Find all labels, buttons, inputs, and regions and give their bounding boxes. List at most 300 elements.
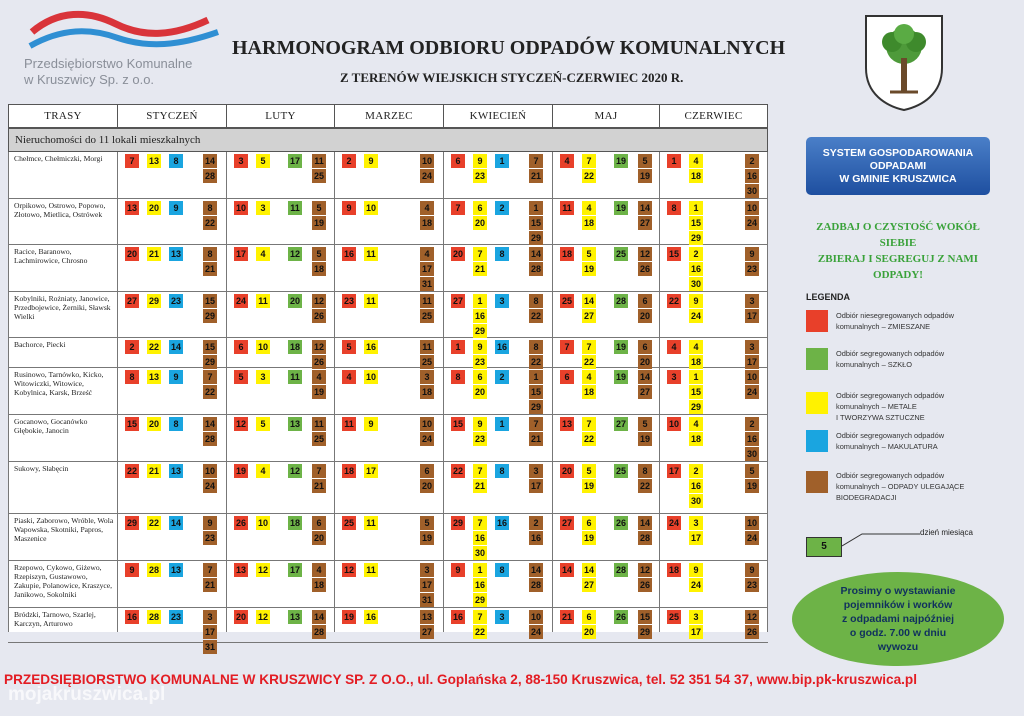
- day-box-red: 20: [561, 466, 572, 476]
- day-box-blue: 14: [170, 518, 181, 528]
- day-box-yellow: 3: [689, 610, 703, 624]
- section-label: Nieruchomości do 11 lokali mieszkalnych: [8, 128, 768, 152]
- day-box-brown: 23: [746, 264, 757, 274]
- system-info-box: [806, 137, 990, 195]
- day-box-brown: 30: [746, 449, 757, 459]
- day-box-brown: 3: [529, 464, 543, 478]
- day-box-yellow: 1: [473, 563, 487, 577]
- day-box-yellow: 6: [582, 516, 596, 530]
- day-box-yellow: 20: [148, 203, 159, 213]
- day-box-red: 20: [126, 249, 137, 259]
- day-box-green: 13: [289, 612, 300, 622]
- column-divider: [117, 152, 118, 632]
- day-box-red: 16: [126, 612, 137, 622]
- day-box-brown: 18: [313, 580, 324, 590]
- day-box-yellow: 4: [689, 340, 703, 354]
- day-box-brown: 24: [530, 627, 541, 637]
- table-row: [8, 608, 768, 652]
- day-box-brown: 7: [203, 370, 217, 384]
- day-box-yellow: 3: [689, 516, 703, 530]
- day-box-yellow: 16: [474, 580, 485, 590]
- day-box-yellow: 16: [690, 264, 701, 274]
- day-box-brown: 26: [639, 580, 650, 590]
- day-box-yellow: 18: [583, 387, 594, 397]
- day-box-brown: 20: [313, 533, 324, 543]
- day-box-yellow: 7: [473, 516, 487, 530]
- day-box-yellow: 30: [474, 548, 485, 558]
- day-box-yellow: 4: [256, 464, 270, 478]
- day-box-blue: 2: [495, 370, 509, 384]
- day-box-yellow: 4: [689, 154, 703, 168]
- day-box-green: 19: [615, 342, 626, 352]
- day-box-green: 20: [289, 296, 300, 306]
- day-box-blue: 8: [169, 417, 183, 431]
- slogan-line-3: ZBIERAJ I SEGREGUJ Z NAMI: [817, 253, 979, 265]
- day-box-yellow: 5: [582, 247, 596, 261]
- day-box-yellow: 1: [689, 370, 703, 384]
- table-row: [8, 514, 768, 561]
- day-box-brown: 7: [203, 563, 217, 577]
- day-box-yellow: 20: [474, 387, 485, 397]
- day-box-red: 3: [667, 370, 681, 384]
- day-box-yellow: 7: [582, 417, 596, 431]
- day-box-yellow: 3: [256, 201, 270, 215]
- logo-waves-icon: [18, 6, 230, 58]
- day-box-blue: 1: [495, 154, 509, 168]
- day-box-yellow: 30: [690, 279, 701, 289]
- day-box-brown: 15: [639, 612, 650, 622]
- day-box-brown: 10: [421, 156, 432, 166]
- day-box-red: 12: [235, 419, 246, 429]
- day-box-yellow: 12: [257, 612, 268, 622]
- day-box-brown: 19: [421, 533, 432, 543]
- day-box-red: 8: [667, 201, 681, 215]
- day-box-brown: 5: [638, 154, 652, 168]
- day-box-yellow: 10: [257, 342, 268, 352]
- route-name: Piaski, Zaborowo, Wróble, Wola Wapowska, Skotniki, Papros, Maszenice: [14, 516, 114, 543]
- day-box-blue: 3: [495, 294, 509, 308]
- day-box-yellow: 7: [473, 247, 487, 261]
- day-box-yellow: 19: [583, 264, 594, 274]
- day-box-brown: 8: [638, 464, 652, 478]
- day-box-red: 7: [125, 154, 139, 168]
- day-box-red: 24: [235, 296, 246, 306]
- day-box-yellow: 20: [474, 218, 485, 228]
- legend-title: LEGENDA: [806, 292, 851, 302]
- day-box-yellow: 18: [690, 171, 701, 181]
- coat-of-arms-icon: [862, 12, 946, 112]
- day-box-red: 13: [235, 565, 246, 575]
- day-box-red: 11: [560, 201, 574, 215]
- day-box-brown: 19: [313, 218, 324, 228]
- day-box-brown: 29: [639, 627, 650, 637]
- header-kwiecien: KWIECIEŃ: [443, 104, 553, 128]
- day-box-yellow: 29: [474, 326, 485, 336]
- day-box-brown: 3: [745, 294, 759, 308]
- day-box-yellow: 11: [364, 516, 378, 530]
- legend-line: komunalnych – METALE: [836, 402, 917, 411]
- day-box-yellow: 19: [583, 533, 594, 543]
- day-box-yellow: 17: [690, 627, 701, 637]
- day-box-brown: 9: [203, 516, 217, 530]
- notice-oval: [792, 572, 1004, 666]
- day-box-brown: 26: [639, 264, 650, 274]
- day-box-brown: 3: [203, 610, 217, 624]
- day-box-brown: 4: [312, 563, 326, 577]
- day-box-brown: 14: [313, 612, 324, 622]
- day-box-red: 16: [343, 249, 354, 259]
- day-box-yellow: 24: [690, 580, 701, 590]
- day-box-blue: 2: [495, 201, 509, 215]
- slogan: [800, 219, 996, 283]
- day-box-yellow: 23: [474, 171, 485, 181]
- day-box-yellow: 18: [690, 434, 701, 444]
- legend-text-brown: [836, 470, 986, 503]
- day-box-brown: 10: [421, 419, 432, 429]
- watermark: mojakruszwica.pl: [8, 684, 166, 705]
- day-box-brown: 21: [530, 434, 541, 444]
- day-box-yellow: 22: [583, 357, 594, 367]
- day-box-yellow: 15: [690, 387, 701, 397]
- day-box-brown: 31: [204, 642, 215, 652]
- system-line-1: SYSTEM GOSPODAROWANIA: [822, 146, 974, 159]
- day-box-red: 18: [668, 565, 679, 575]
- day-box-red: 22: [126, 466, 137, 476]
- day-box-brown: 25: [421, 357, 432, 367]
- route-name: Orpikowo, Ostrowo, Popowo, Złotowo, Mietlica, Ostrówek: [14, 201, 106, 219]
- day-box-yellow: 9: [473, 340, 487, 354]
- day-box-brown: 24: [746, 387, 757, 397]
- day-box-brown: 8: [529, 340, 543, 354]
- system-line-3: W GMINIE KRUSZWICA: [839, 172, 957, 185]
- legend-text-yellow: [836, 390, 986, 423]
- legend-line: I TWORZYWA SZTUCZNE: [836, 413, 925, 422]
- day-box-brown: 17: [530, 481, 541, 491]
- day-box-brown: 25: [313, 434, 324, 444]
- day-box-brown: 15: [204, 342, 215, 352]
- notice-line-4: o godz. 7.00 w dniu: [849, 627, 947, 639]
- day-box-brown: 8: [203, 247, 217, 261]
- day-box-yellow: 7: [582, 154, 596, 168]
- day-box-yellow: 5: [256, 154, 270, 168]
- day-box-red: 15: [452, 419, 463, 429]
- day-box-green: 18: [289, 518, 300, 528]
- day-box-brown: 9: [745, 247, 759, 261]
- day-box-brown: 12: [746, 612, 757, 622]
- day-box-red: 22: [668, 296, 679, 306]
- day-box-yellow: 12: [257, 565, 268, 575]
- day-box-green: 13: [289, 419, 300, 429]
- column-divider: [334, 152, 335, 632]
- company-logo: [18, 6, 230, 98]
- pointer-line-icon: [842, 532, 922, 548]
- day-box-brown: 25: [421, 311, 432, 321]
- day-box-yellow: 9: [364, 154, 378, 168]
- day-box-brown: 24: [746, 218, 757, 228]
- day-box-green: 12: [289, 249, 300, 259]
- day-box-yellow: 9: [689, 563, 703, 577]
- day-box-brown: 11: [312, 417, 326, 431]
- day-box-yellow: 29: [690, 402, 701, 412]
- slogan-line-2: SIEBIE: [879, 237, 917, 249]
- day-box-red: 20: [452, 249, 463, 259]
- day-box-brown: 6: [638, 340, 652, 354]
- day-box-yellow: 4: [256, 247, 270, 261]
- day-box-red: 25: [668, 612, 679, 622]
- day-box-brown: 28: [530, 580, 541, 590]
- day-box-brown: 22: [204, 218, 215, 228]
- day-box-brown: 3: [745, 340, 759, 354]
- logo-line-1: Przedsiębiorstwo Komunalne: [24, 56, 193, 71]
- day-box-yellow: 4: [582, 201, 596, 215]
- day-box-yellow: 4: [689, 417, 703, 431]
- day-box-blue: 1: [495, 417, 509, 431]
- day-box-yellow: 13: [148, 372, 159, 382]
- day-box-brown: 7: [312, 464, 326, 478]
- day-box-brown: 11: [312, 154, 326, 168]
- day-box-red: 9: [342, 201, 356, 215]
- day-box-red: 25: [343, 518, 354, 528]
- route-name: Kobylniki, Rożniaty, Janowice, Przedbojewice, Żerniki, Sławsk Wielki: [14, 294, 111, 321]
- legend-text-blue: [836, 430, 986, 452]
- day-box-yellow: 16: [474, 311, 485, 321]
- logo-line-2: w Kruszwicy Sp. z o.o.: [24, 72, 155, 87]
- day-box-brown: 10: [746, 518, 757, 528]
- day-box-brown: 5: [420, 516, 434, 530]
- day-box-brown: 9: [745, 563, 759, 577]
- day-box-yellow: 22: [148, 342, 159, 352]
- day-box-red: 4: [560, 154, 574, 168]
- day-box-red: 18: [343, 466, 354, 476]
- day-box-yellow: 14: [583, 565, 594, 575]
- day-box-yellow: 15: [690, 218, 701, 228]
- table-row: [8, 368, 768, 415]
- day-box-yellow: 21: [474, 481, 485, 491]
- table-row: [8, 199, 768, 245]
- day-box-red: 2: [342, 154, 356, 168]
- day-box-brown: 14: [639, 372, 650, 382]
- day-box-red: 12: [343, 565, 354, 575]
- day-box-brown: 23: [746, 580, 757, 590]
- day-box-brown: 22: [204, 387, 215, 397]
- day-box-yellow: 29: [148, 296, 159, 306]
- header-czerwiec: CZERWIEC: [659, 104, 768, 128]
- day-box-yellow: 27: [583, 311, 594, 321]
- day-box-brown: 21: [204, 264, 215, 274]
- day-box-brown: 29: [530, 402, 541, 412]
- day-box-yellow: 28: [148, 612, 159, 622]
- day-box-green: 19: [615, 372, 626, 382]
- day-box-brown: 23: [204, 533, 215, 543]
- day-box-brown: 8: [529, 294, 543, 308]
- day-box-red: 23: [343, 296, 354, 306]
- day-box-brown: 10: [204, 466, 215, 476]
- day-box-blue: 16: [496, 518, 507, 528]
- legend-swatch-yellow: [806, 392, 828, 414]
- legend-line: komunalnych – ODPADY ULEGAJĄCE: [836, 482, 965, 491]
- day-box-yellow: 5: [582, 464, 596, 478]
- day-box-brown: 14: [639, 203, 650, 213]
- day-box-yellow: 21: [148, 249, 159, 259]
- day-box-yellow: 2: [689, 464, 703, 478]
- day-box-red: 17: [235, 249, 246, 259]
- day-box-yellow: 28: [148, 565, 159, 575]
- route-name: Rusinowo, Tarnówko, Kicko, Witowiczki, Witowice, Kobylnica, Karsk, Brześć: [14, 370, 104, 397]
- day-box-blue: 8: [495, 464, 509, 478]
- footer-contact: PRZEDSIĘBIORSTWO KOMUNALNE W KRUSZWICY SP. Z O.O., ul. Goplańska 2, 88-150 Kruszwica, tel. 52 351 54 37, www.bip.pk-kruszwica.pl: [4, 672, 918, 687]
- day-box-brown: 16: [746, 171, 757, 181]
- day-box-yellow: 22: [474, 627, 485, 637]
- day-box-brown: 22: [530, 311, 541, 321]
- day-box-blue: 3: [495, 610, 509, 624]
- day-box-brown: 15: [530, 387, 541, 397]
- day-box-brown: 29: [204, 357, 215, 367]
- day-box-red: 29: [126, 518, 137, 528]
- day-box-brown: 4: [420, 247, 434, 261]
- day-box-brown: 15: [530, 218, 541, 228]
- day-label: dzień miesiąca: [920, 528, 973, 537]
- day-box-brown: 29: [204, 311, 215, 321]
- header-marzec: MARZEC: [334, 104, 444, 128]
- day-box-yellow: 30: [690, 496, 701, 506]
- day-box-red: 18: [561, 249, 572, 259]
- day-box-brown: 3: [420, 563, 434, 577]
- day-box-green: 12: [289, 466, 300, 476]
- day-box-brown: 2: [529, 516, 543, 530]
- day-box-yellow: 3: [256, 370, 270, 384]
- route-name: Chełmce, Chełmiczki, Morgi: [14, 154, 103, 163]
- day-box-brown: 5: [312, 201, 326, 215]
- day-box-yellow: 11: [364, 247, 378, 261]
- day-box-red: 13: [126, 203, 137, 213]
- day-box-brown: 28: [204, 171, 215, 181]
- day-box-red: 10: [235, 203, 246, 213]
- day-box-red: 6: [560, 370, 574, 384]
- legend-line: Odbiór segregowanych odpadów: [836, 349, 945, 358]
- day-box-yellow: 19: [583, 481, 594, 491]
- day-box-yellow: 20: [583, 627, 594, 637]
- column-divider: [443, 152, 444, 632]
- day-box-red: 20: [235, 612, 246, 622]
- day-box-brown: 28: [530, 264, 541, 274]
- day-box-brown: 5: [638, 417, 652, 431]
- table-row: [8, 292, 768, 338]
- day-box-yellow: 17: [365, 466, 376, 476]
- day-box-brown: 17: [746, 357, 757, 367]
- day-box-red: 5: [234, 370, 248, 384]
- day-box-red: 2: [125, 340, 139, 354]
- legend-line: Odbiór segregowanych odpadów: [836, 431, 945, 440]
- day-box-red: 8: [451, 370, 465, 384]
- day-box-brown: 31: [421, 279, 432, 289]
- day-box-red: 24: [668, 518, 679, 528]
- day-box-blue: 13: [170, 466, 181, 476]
- day-box-yellow: 9: [364, 417, 378, 431]
- day-box-red: 29: [452, 518, 463, 528]
- day-box-brown: 25: [313, 171, 324, 181]
- day-box-brown: 26: [313, 357, 324, 367]
- day-box-red: 26: [235, 518, 246, 528]
- day-box-yellow: 11: [364, 294, 378, 308]
- day-box-yellow: 29: [690, 233, 701, 243]
- header-luty: LUTY: [226, 104, 335, 128]
- day-box-green: 28: [615, 296, 626, 306]
- day-box-red: 21: [561, 612, 572, 622]
- day-box-brown: 13: [421, 612, 432, 622]
- day-box-yellow: 23: [474, 434, 485, 444]
- day-box-yellow: 22: [583, 171, 594, 181]
- day-box-yellow: 7: [582, 340, 596, 354]
- legend-text-green: [836, 348, 986, 370]
- day-box-brown: 17: [204, 627, 215, 637]
- day-box-brown: 28: [204, 434, 215, 444]
- day-box-yellow: 5: [256, 417, 270, 431]
- day-box-brown: 27: [421, 627, 432, 637]
- legend-line: komunalnych – ZMIESZANE: [836, 322, 931, 331]
- day-box-green: 27: [615, 419, 626, 429]
- day-box-blue: 23: [170, 612, 181, 622]
- day-box-brown: 4: [312, 370, 326, 384]
- day-box-red: 13: [561, 419, 572, 429]
- day-box-yellow: 10: [365, 372, 376, 382]
- day-box-brown: 26: [746, 627, 757, 637]
- day-box-blue: 23: [170, 296, 181, 306]
- day-box-brown: 28: [639, 533, 650, 543]
- day-box-yellow: 6: [582, 610, 596, 624]
- day-box-green: 11: [288, 201, 302, 215]
- day-box-yellow: 22: [148, 518, 159, 528]
- day-box-blue: 9: [169, 201, 183, 215]
- day-box-red: 10: [668, 419, 679, 429]
- day-box-yellow: 16: [365, 342, 376, 352]
- day-box-blue: 8: [495, 247, 509, 261]
- day-box-brown: 20: [639, 357, 650, 367]
- day-box-brown: 19: [639, 434, 650, 444]
- day-box-blue: 8: [169, 154, 183, 168]
- day-box-brown: 31: [421, 595, 432, 605]
- day-box-red: 6: [234, 340, 248, 354]
- day-box-brown: 18: [313, 264, 324, 274]
- day-box-green: 25: [615, 466, 626, 476]
- day-box-brown: 20: [639, 311, 650, 321]
- day-box-yellow: 24: [690, 311, 701, 321]
- column-divider: [8, 152, 9, 632]
- day-box-yellow: 10: [365, 203, 376, 213]
- legend-swatch-red: [806, 310, 828, 332]
- day-box-green: 19: [615, 203, 626, 213]
- slogan-line-4: ODPADY!: [873, 269, 923, 281]
- day-box-brown: 1: [529, 370, 543, 384]
- day-box-red: 19: [235, 466, 246, 476]
- day-box-brown: 12: [639, 565, 650, 575]
- day-box-brown: 12: [313, 342, 324, 352]
- day-box-brown: 6: [638, 294, 652, 308]
- day-box-brown: 16: [746, 434, 757, 444]
- day-box-red: 22: [452, 466, 463, 476]
- day-box-red: 27: [452, 296, 463, 306]
- day-box-red: 4: [342, 370, 356, 384]
- day-box-brown: 24: [421, 171, 432, 181]
- day-box-yellow: 6: [473, 370, 487, 384]
- day-box-brown: 21: [313, 481, 324, 491]
- day-box-yellow: 4: [582, 370, 596, 384]
- legend-line: komunalnych – SZKŁO: [836, 360, 912, 369]
- day-box-brown: 21: [204, 580, 215, 590]
- day-box-brown: 17: [421, 580, 432, 590]
- day-box-brown: 2: [745, 417, 759, 431]
- day-box-blue: 13: [170, 249, 181, 259]
- day-box-brown: 12: [313, 296, 324, 306]
